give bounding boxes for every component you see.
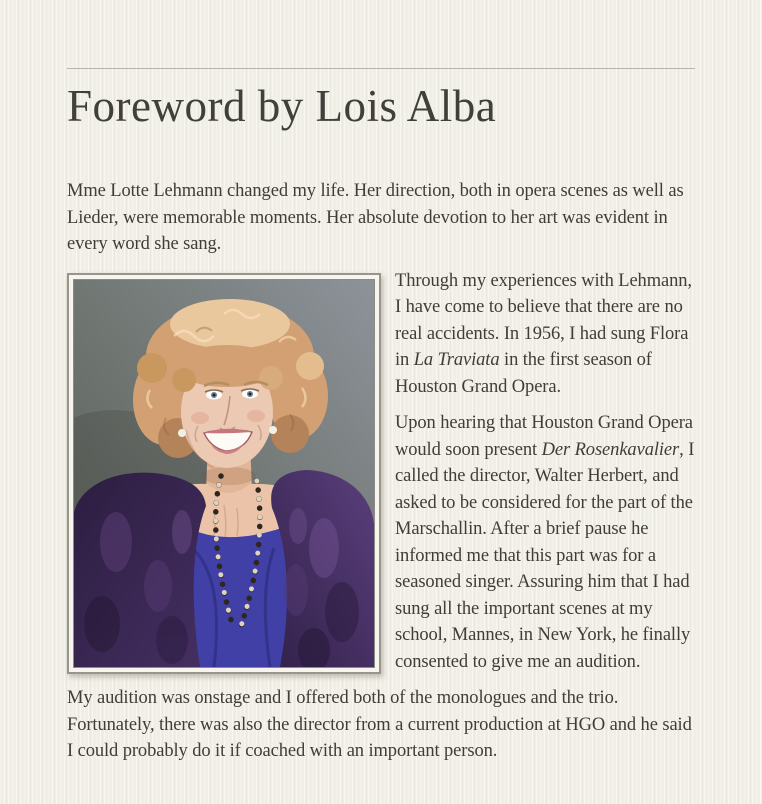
portrait-illustration	[74, 280, 374, 667]
paragraph-audition-result: My audition was onstage and I offered both of the monologues and the trio. Fortunately, there was also the director from a current production at HGO and he said I could probably do it if coached with an important person.	[67, 688, 692, 761]
paragraph-intro: Mme Lotte Lehmann changed my life. Her direction, both in opera scenes as well as Lieder, were memorable moments. Her absolute devotion to her art was evident in every word she sang.	[67, 181, 684, 254]
portrait-photo-of-lois-alba	[73, 279, 375, 668]
article-body	[67, 178, 695, 765]
paragraph-audition-request-text-b: , I called the director, Walter Herbert, and asked to be considered for the part of the Marschallin. After a brief pause he informed me that this part was for a seasoned singer. Assuring him that I had sung all the important scenes at my school, Mannes, in New York, he finally consented to give me an audition.	[395, 439, 695, 672]
page-title: Foreword by Lois Alba	[67, 81, 497, 131]
paragraph-experiences-text-b: in the first season of Houston Grand Opera.	[395, 350, 652, 397]
portrait-photo-frame	[67, 273, 381, 674]
paragraph-audition-request-text-a: Upon hearing that Houston Grand Opera would soon present	[395, 413, 693, 460]
opera-title-la-traviata: La Traviata	[413, 350, 500, 370]
paragraph-experiences-text-a: Through my experiences with Lehmann, I have come to believe that there are no real accidents. In 1956, I had sung Flora in	[395, 270, 692, 370]
top-divider-rule	[67, 68, 695, 69]
opera-title-der-rosenkavalier: Der Rosenkavalier	[541, 439, 680, 460]
